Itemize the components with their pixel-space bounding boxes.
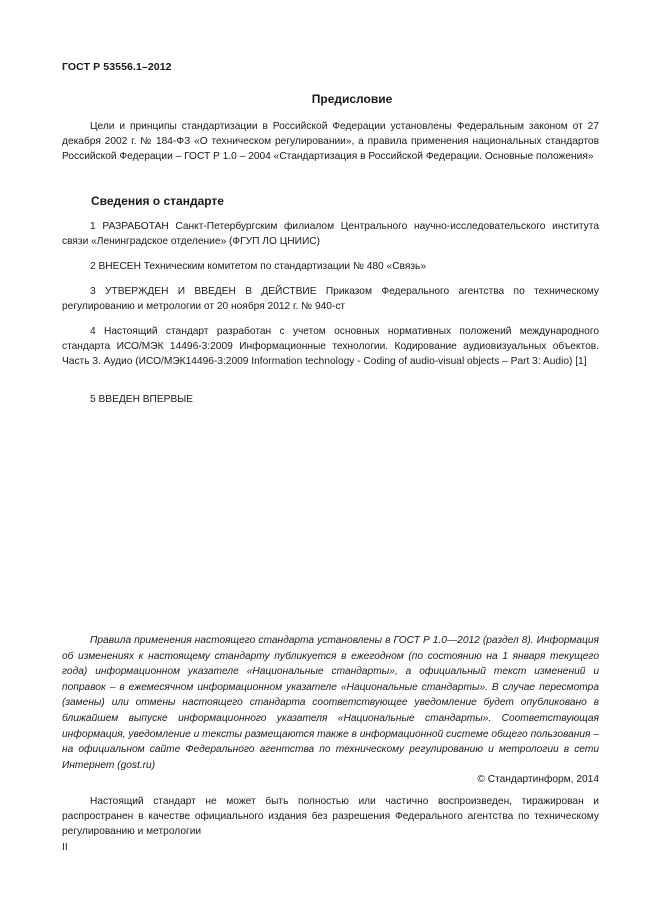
standard-info-title: Сведения о стандарте (91, 194, 224, 208)
standard-info-item-4: 4 Настоящий стандарт разработан с учетом основных нормативных положений международного стандарта ИСО/МЭК 14496-3:2009 Информационные технологии. Кодирование аудиовизуальных объектов. Часть 3. Аудио (ИСО/МЭК14496-3:2009 Information technology - Coding of audio-visual objects – Part 3: Audio) [1] (62, 326, 599, 367)
foreword-text: Цели и принципы стандартизации в Российской Федерации установлены Федеральным законом от 27 декабря 2002 г. № 184-ФЗ «О техническом регулировании», а правила применения национальных стандартов Российской Федерации – ГОСТ Р 1.0 – 2004 «Стандартизация в Российской Федерации. Основные положения» (62, 121, 599, 162)
standard-info-item-5: 5 ВВЕДЕН ВПЕРВЫЕ (90, 394, 194, 405)
standard-code: ГОСТ Р 53556.1–2012 (62, 61, 172, 73)
reproduction-notice: Настоящий стандарт не может быть полностью или частично воспроизведен, тиражирован и распространен в качестве официального издания без разрешения Федерального агентства по техническому регулированию и метрологии (62, 796, 599, 837)
copyright-line: © Стандартинформ, 2014 (477, 774, 599, 785)
application-rules-notice: Правила применения настоящего стандарта установлены в ГОСТ Р 1.0—2012 (раздел 8). Информация об изменениях к настоящему стандарту публикуется в ежегодном (по состоянию на 1 января текущего года) информационном указателе «Национальные стандарты», а официальный текст изменений и поправок – в ежемесячном информационном указателе «Национальные стандарты». В случае пересмотра (замены) или отмены настоящего стандарта соответствующее уведомление будет опубликовано в ближайшем выпуске информационного указателя «Национальные стандарты». Соответствующая информация, уведомление и тексты размещаются также в информационной системе общего пользования – на официальном сайте Федерального агентства по техническому регулированию и метрологии в сети Интернет (gost.ru) (62, 635, 599, 771)
standard-info-item-3: 3 УТВЕРЖДЕН И ВВЕДЕН В ДЕЙСТВИЕ Приказом Федерального агентства по техническому регулированию и метрологии от 20 ноября 2012 г. № 940-ст (62, 286, 599, 312)
foreword-title: Предисловие (311, 92, 393, 106)
standard-info-item-1: 1 РАЗРАБОТАН Санкт-Петербургским филиалом Центрального научно-исследовательского института связи «Ленинградское отделение» (ФГУП ЛО ЦНИИС) (62, 221, 599, 247)
standard-info-item-2: 2 ВНЕСЕН Техническим комитетом по стандартизации № 480 «Связь» (90, 261, 427, 272)
page-number: II (62, 842, 68, 853)
